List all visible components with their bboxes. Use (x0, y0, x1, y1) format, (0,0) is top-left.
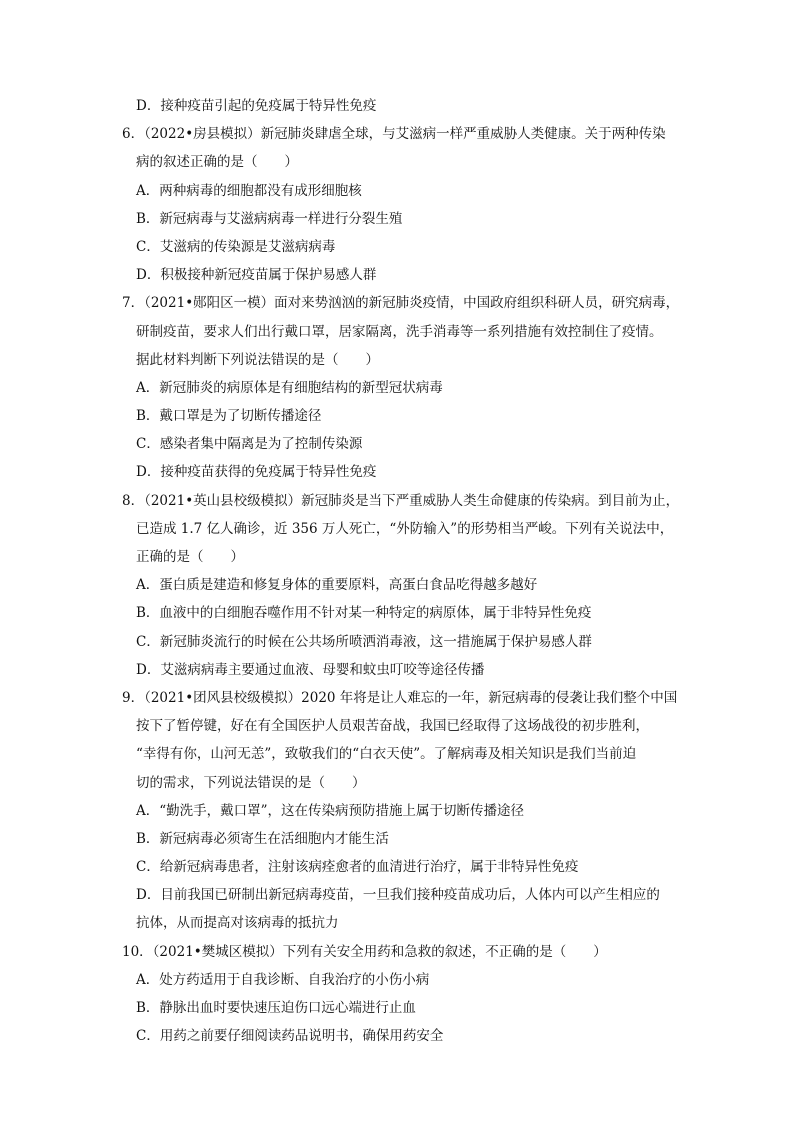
option-d: D．积极接种新冠疫苗属于保护易感人群 (136, 267, 377, 284)
question-stem: 据此材料判断下列说法错误的是（ ） (136, 351, 379, 368)
question-stem: “幸得有你，山河无恙”，致敬我们的“白衣天使”。了解病毒及相关知识是我们当前迫 (136, 746, 637, 763)
question-stem: 已造成 1.7 亿人确诊，近 356 万人死亡，“外防输入”的形势相当严峻。下列有关说法中， (136, 520, 674, 537)
option-d: D．接种疫苗获得的免疫属于特异性免疫 (136, 464, 377, 481)
option-a: A．“勤洗手，戴口罩”，这在传染病预防措施上属于切断传播途径 (136, 802, 525, 819)
option-c: C．感染者集中隔离是为了控制传染源 (136, 436, 363, 453)
option-a: A．蛋白质是建造和修复身体的重要原料，高蛋白食品吃得越多越好 (136, 577, 538, 594)
option-b: B．新冠病毒与艾滋病病毒一样进行分裂生殖 (136, 210, 403, 227)
option-d-continued: 抗体，从而提高对该病毒的抵抗力 (136, 915, 339, 932)
option-b: B．戴口罩是为了切断传播途径 (136, 408, 322, 425)
question-stem: 切的需求，下列说法错误的是（ ） (136, 774, 366, 791)
question-stem: 8．（2021•英山县校级模拟）新冠肺炎是当下严重威胁人类生命健康的传染病。到目前为止， (122, 492, 680, 509)
option-b: B．血液中的白细胞吞噬作用不针对某一种特定的病原体，属于非特异性免疫 (136, 605, 592, 622)
question-stem: 7．（2021•郧阳区一模）面对来势汹汹的新冠肺炎疫情，中国政府组织科研人员，研究病毒， (122, 295, 680, 312)
question-6 (122, 120, 682, 289)
question-8 (122, 487, 682, 684)
question-stem: 研制疫苗，要求人们出行戴口罩，居家隔离，洗手消毒等一系列措施有效控制住了疫情。 (136, 323, 663, 340)
question-stem: 9．（2021•团风县校级模拟）2020 年将是让人难忘的一年，新冠病毒的侵袭让我们整个中国 (122, 689, 678, 706)
option-a: A．新冠肺炎的病原体是有细胞结构的新型冠状病毒 (136, 379, 443, 396)
question-stem: 正确的是（ ） (136, 549, 244, 565)
option-d: D．艾滋病病毒主要通过血液、母婴和蚊虫叮咬等途径传播 (136, 661, 485, 678)
question-7 (122, 289, 682, 486)
option-a: A．处方药适用于自我诊断、自我治疗的小伤小病 (136, 971, 430, 988)
option-c: C．用药之前要仔细阅读药品说明书，确保用药安全 (136, 1028, 444, 1045)
option-b: B．新冠病毒必须寄生在活细胞内才能生活 (136, 830, 389, 847)
option-d: D．目前我国已研制出新冠病毒疫苗，一旦我们接种疫苗成功后，人体内可以产生相应的 (136, 887, 660, 904)
option-c: C．艾滋病的传染源是艾滋病病毒 (136, 238, 336, 255)
question-stem: 按下了暂停键，好在有全国医护人员艰苦奋战，我国已经取得了这场战役的初步胜利， (136, 718, 649, 735)
option-b: B．静脉出血时要快速压迫伤口远心端进行止血 (136, 1000, 416, 1016)
option-a: A．两种病毒的细胞都没有成形细胞核 (136, 182, 362, 199)
option-c: C．给新冠病毒患者，注射该病痊愈者的血清进行治疗，属于非特异性免疫 (136, 859, 579, 876)
question-stem: 10．（2021•樊城区模拟）下列有关安全用药和急救的叙述，不正确的是（ ） (122, 943, 607, 960)
question-stem: 病的叙述正确的是（ ） (136, 154, 298, 171)
question-9 (122, 684, 682, 938)
lead-option: D．接种疫苗引起的免疫属于特异性免疫 (136, 98, 377, 114)
question-stem: 6．（2022•房县模拟）新冠肺炎肆虐全球，与艾滋病一样严重威胁人类健康。关于两种传染 (122, 126, 666, 143)
option-c: C．新冠肺炎流行的时候在公共场所喷洒消毒液，这一措施属于保护易感人群 (136, 633, 592, 650)
question-10 (122, 938, 682, 1051)
question-list (122, 92, 682, 1050)
